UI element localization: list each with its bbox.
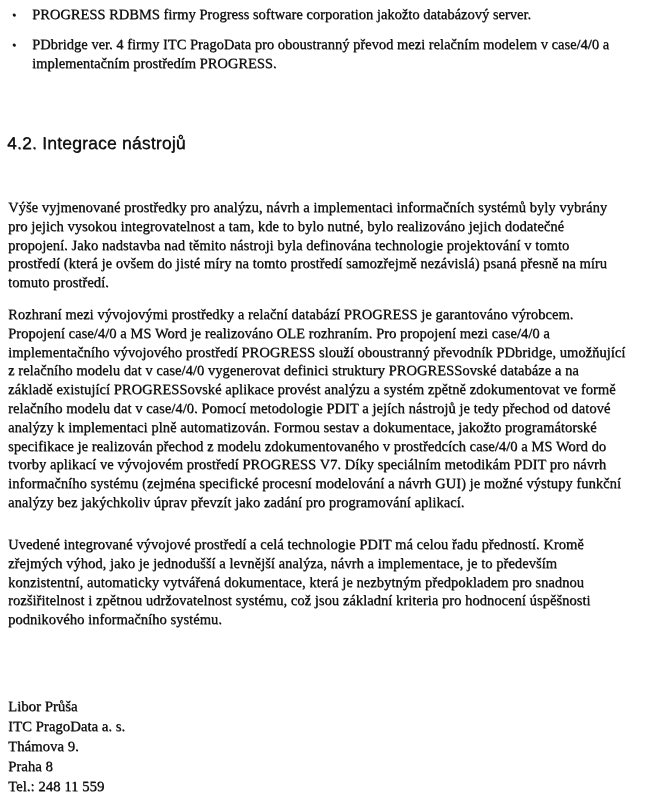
signature-block [8, 697, 125, 797]
list-item [10, 6, 627, 25]
paragraph: Uvedené integrované vývojové prostředí a celá technologie PDIT má celou řadu předností. Kromě zřejmých výhod, jako je jednodušší a levnější analýza, návrh a implementace, je to především konzistentní, automaticky vytvářená dokumentace, která je nezbytným předpokladem pro snadnou rozšiřitelnost i zpětnou udržovatelnost systému, což jsou základní kriteria pro hodnocení úspěšnosti podnikového informačního systému. [8, 537, 591, 629]
bullet-text: PROGRESS RDBMS firmy Progress software corporation jakožto databázový server. [32, 7, 531, 23]
signature-company: ITC PragoData a. s. [8, 719, 126, 735]
signature-phone: Tel.: 248 11 559 [8, 779, 105, 795]
paragraph: Výše vyjmenované prostředky pro analýzu, návrh a implementaci informačních systémů byly vybrány pro jejich vysokou integrovatelnost a tam, kde to bylo nutné, bylo realizováno jejich dodatečné propojení. Jako nadstavba nad těmito nástroji byla definována technologie projektování v tomto prostředí (která je ovšem do jisté míry na tomto prostředí samozřejmě nezávislá) psaná přesně na míru tomuto prostředí. [8, 200, 608, 292]
bullet-icon: • [12, 38, 17, 52]
signature-name: Libor Průša [8, 699, 78, 715]
bullet-list [10, 6, 627, 85]
signature-street: Thámova 9. [8, 739, 79, 755]
bullet-text: PDbridge ver. 4 firmy ITC PragoData pro oboustranný převod mezi relačním modelem v case/4/0 a implementačním prostředím PROGRESS. [32, 37, 610, 72]
list-item [10, 36, 627, 74]
signature-city: Praha 8 [8, 759, 53, 775]
paragraph: Rozhraní mezi vývojovými prostředky a relační databází PROGRESS je garantováno výrobcem. Propojení case/4/0 a MS Word je realizováno OLE rozhraním. Pro propojení mezi case/4/0 a implementačního vývojového prostředí PROGRESS slouží oboustranný převodník PDbridge, umožňující z relačního modelu dat v case/4/0 vygenerovat definici struktury PROGRESSovské databáze a na základě existující PROGRESSovské aplikace provést analýzu a systém zpětně zdokumentovat ve formě relačního modelu dat v case/4/0. Pomocí metodologie PDIT a jejích nástrojů je tedy přechod od datové analýzy k implementaci plně automatizován. Formou sestav a dokumentace, jakožto programátorské specifikace je realizován přechod z modelu zdokumentovaného v prostředcích case/4/0 a MS Word do tvorby aplikací ve vývojovém prostředí PROGRESS V7. Díky speciálním metodikám PDIT pro návrh informačního systému (zejména specifické procesní modelování a návrh GUI) je možné výstupy funkční analýzy bez jakýchkoliv úprav převzít jako zadání pro programování aplikací. [8, 307, 626, 511]
section-heading: 4.2. Integrace nástrojů [7, 133, 186, 153]
bullet-icon: • [12, 8, 17, 22]
